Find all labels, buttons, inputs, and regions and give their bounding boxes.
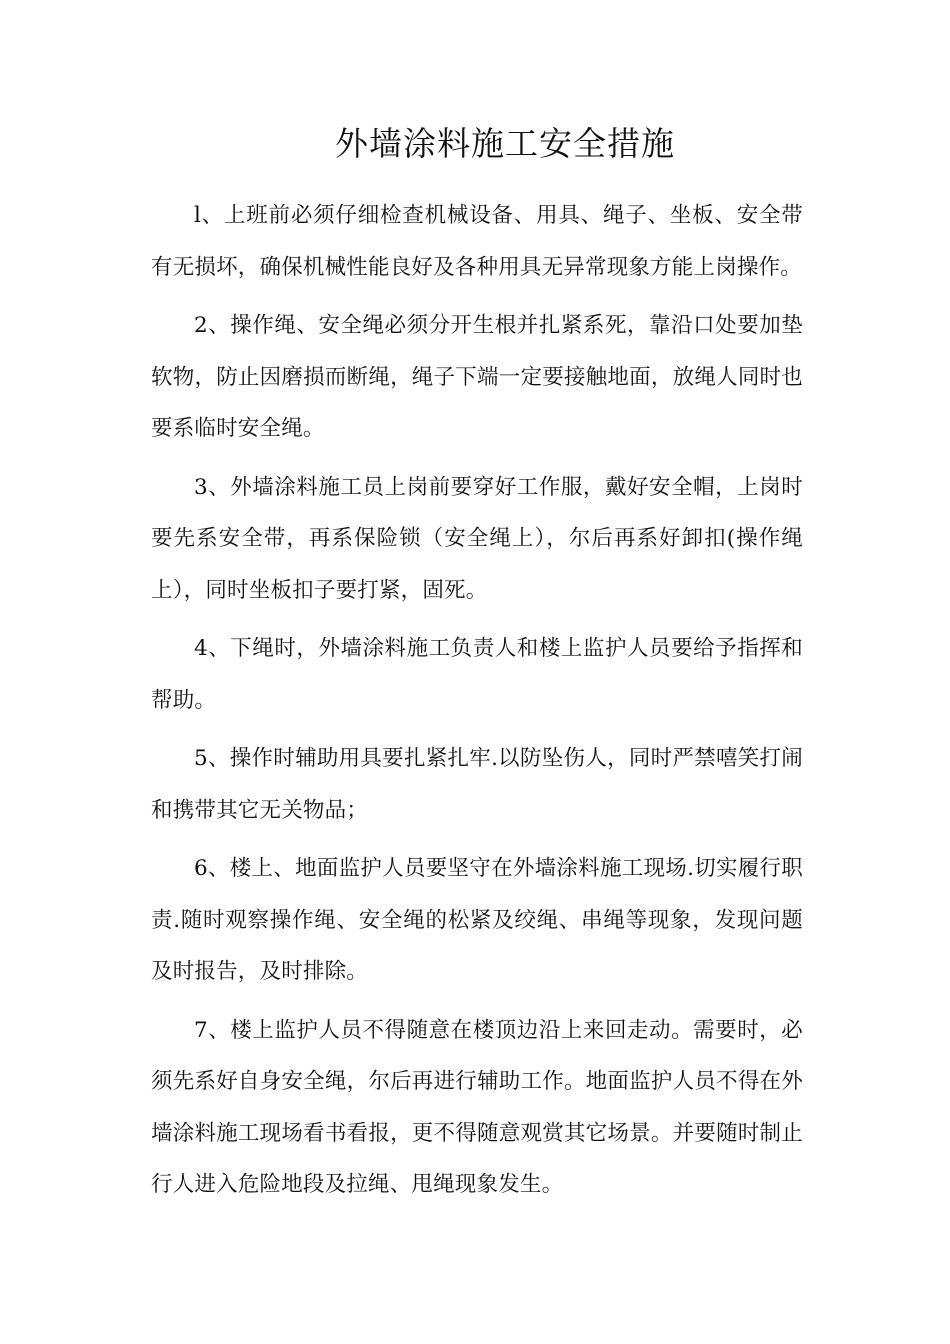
paragraph-1: l、上班前必须仔细检查机械设备、用具、绳子、坐板、安全带有无损坏，确保机械性能良好及各种用具无异常现象方能上岗操作。 — [151, 203, 803, 280]
paragraph-5: 5、操作时辅助用具要扎紧扎牢.以防坠伤人，同时严禁嘻笑打闹和携带其它无关物品； — [151, 746, 803, 823]
document-title: 外墙涂料施工安全措施 — [335, 124, 675, 163]
paragraph-7: 7、楼上监护人员不得随意在楼顶边沿上来回走动。需要时，必须先系好自身安全绳，尔后再进行辅助工作。地面监护人员不得在外墙涂料施工现场看书看报，更不得随意观赏其它场景。并要随时制止行人进入危险地段及拉绳、甩绳现象发生。 — [151, 1017, 803, 1197]
paragraph-2: 2、操作绳、安全绳必须分开生根并扎紧系死，靠沿口处要加垫软物，防止因磨损而断绳，绳子下端一定要接触地面，放绳人同时也要系临时安全绳。 — [151, 313, 803, 441]
paragraph-6: 6、楼上、地面监护人员要坚守在外墙涂料施工现场.切实履行职责.随时观察操作绳、安全绳的松紧及绞绳、串绳等现象，发现问题及时报告，及时排除。 — [151, 856, 803, 984]
document-body — [151, 190, 803, 1218]
paragraph-3: 3、外墙涂料施工员上岗前要穿好工作服，戴好安全帽，上岗时要先系安全带，再系保险锁（安全绳上），尔后再系好卸扣(操作绳上），同时坐板扣子要打紧，固死。 — [151, 474, 803, 603]
paragraph-4: 4、下绳时，外墙涂料施工负责人和楼上监护人员要给予指挥和帮助。 — [151, 636, 803, 713]
